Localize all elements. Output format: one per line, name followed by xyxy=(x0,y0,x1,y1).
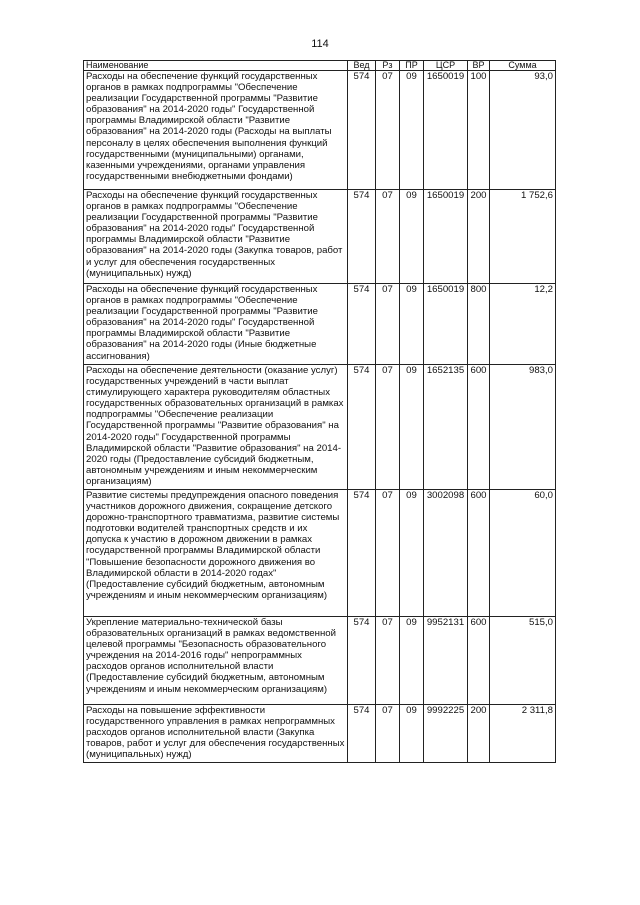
row-csr: 1650019 xyxy=(424,71,468,190)
row-vr: 600 xyxy=(468,490,490,617)
row-csr: 1650019 xyxy=(424,284,468,365)
row-vr: 100 xyxy=(468,71,490,190)
row-sum: 60,0 xyxy=(490,490,556,617)
row-rz: 07 xyxy=(376,705,400,763)
header-rz: Рз xyxy=(376,61,400,71)
row-rz: 07 xyxy=(376,490,400,617)
row-sum: 12,2 xyxy=(490,284,556,365)
row-csr: 3002098 xyxy=(424,490,468,617)
budget-table xyxy=(83,60,556,763)
row-csr: 9992225 xyxy=(424,705,468,763)
row-ved: 574 xyxy=(348,190,376,284)
row-rz: 07 xyxy=(376,190,400,284)
row-name: Развитие системы предупреждения опасного поведения участников дорожного движения, сокращение детского дорожно-транспортного травматизма, развитие системы подготовки водителей транспортных средств и их допуска к участию в дорожном движении в рамках государственной программы Владимирской области "Повышение безопасности дорожного движения во Владимирской области в 2014-2020 годах" (Предоставление субсидий бюджетным, автономным учреждениям и иным некоммерческим организациям) xyxy=(84,490,348,617)
row-ved: 574 xyxy=(348,490,376,617)
row-name: Расходы на обеспечение функций государственных органов в рамках подпрограммы "Обеспечение реализации Государственной программы "Развитие образования" на 2014-2020 годы" Государственной программы Владимирской области "Развитие образования" на 2014-2020 годы (Иные бюджетные ассигнования) xyxy=(84,284,348,365)
row-ved: 574 xyxy=(348,71,376,190)
row-name: Расходы на обеспечение функций государственных органов в рамках подпрограммы "Обеспечение реализации Государственной программы "Развитие образования" на 2014-2020 годы" Государственной программы Владимирской области "Развитие образования" на 2014-2020 годы (Расходы на выплаты персоналу в целях обеспечения выполнения функций государственными (муниципальными) органами, казенными учреждениями, органами управления государственными внебюджетными фондами) xyxy=(84,71,348,190)
table-row xyxy=(84,490,556,617)
table-header-row xyxy=(84,61,556,71)
row-ved: 574 xyxy=(348,617,376,705)
header-name: Наименование xyxy=(84,61,348,71)
row-pr: 09 xyxy=(400,617,424,705)
row-sum: 2 311,8 xyxy=(490,705,556,763)
row-sum: 1 752,6 xyxy=(490,190,556,284)
row-pr: 09 xyxy=(400,71,424,190)
table-row xyxy=(84,190,556,284)
row-pr: 09 xyxy=(400,284,424,365)
row-rz: 07 xyxy=(376,284,400,365)
row-pr: 09 xyxy=(400,365,424,490)
row-sum: 983,0 xyxy=(490,365,556,490)
row-vr: 200 xyxy=(468,190,490,284)
table-row xyxy=(84,284,556,365)
header-vr: ВР xyxy=(468,61,490,71)
table-row xyxy=(84,617,556,705)
row-name: Расходы на обеспечение деятельности (оказание услуг) государственных учреждений в части выплат стимулирующего характера руководителям областных государственных образовательных организаций в рамках подпрограммы "Обеспечение реализации Государственной программы "Развитие образования" на 2014-2020 годы" Государственной программы Владимирской области "Развитие образования" на 2014-2020 годы (Предоставление субсидий бюджетным, автономным учреждениям и иным некоммерческим организациям) xyxy=(84,365,348,490)
row-pr: 09 xyxy=(400,190,424,284)
header-csr: ЦСР xyxy=(424,61,468,71)
row-ved: 574 xyxy=(348,705,376,763)
row-pr: 09 xyxy=(400,705,424,763)
header-ved: Вед xyxy=(348,61,376,71)
header-sum: Сумма xyxy=(490,61,556,71)
row-csr: 1652135 xyxy=(424,365,468,490)
row-name: Расходы на повышение эффективности государственного управления в рамках непрограммных расходов органов исполнительной власти (Закупка товаров, работ и услуг для обеспечения государственных (муниципальных) нужд) xyxy=(84,705,348,763)
row-vr: 200 xyxy=(468,705,490,763)
row-vr: 800 xyxy=(468,284,490,365)
table-row xyxy=(84,365,556,490)
row-pr: 09 xyxy=(400,490,424,617)
row-ved: 574 xyxy=(348,284,376,365)
row-name: Укрепление материально-технической базы образовательных организаций в рамках ведомственной целевой программы "Безопасность образовательного учреждения на 2014-2016 годы" непрограммных расходов органов исполнительной власти (Предоставление субсидий бюджетным, автономным учреждениям и иным некоммерческим организациям) xyxy=(84,617,348,705)
row-rz: 07 xyxy=(376,617,400,705)
row-ved: 574 xyxy=(348,365,376,490)
row-csr: 1650019 xyxy=(424,190,468,284)
row-name: Расходы на обеспечение функций государственных органов в рамках подпрограммы "Обеспечение реализации Государственной программы "Развитие образования" на 2014-2020 годы" Государственной программы Владимирской области "Развитие образования" на 2014-2020 годы (Закупка товаров, работ и услуг для обеспечения государственных (муниципальных) нужд) xyxy=(84,190,348,284)
table-row xyxy=(84,705,556,763)
header-pr: ПР xyxy=(400,61,424,71)
row-rz: 07 xyxy=(376,365,400,490)
row-rz: 07 xyxy=(376,71,400,190)
row-csr: 9952131 xyxy=(424,617,468,705)
table-row xyxy=(84,71,556,190)
row-sum: 93,0 xyxy=(490,71,556,190)
row-sum: 515,0 xyxy=(490,617,556,705)
row-vr: 600 xyxy=(468,365,490,490)
row-vr: 600 xyxy=(468,617,490,705)
page-number: 114 xyxy=(311,38,329,50)
